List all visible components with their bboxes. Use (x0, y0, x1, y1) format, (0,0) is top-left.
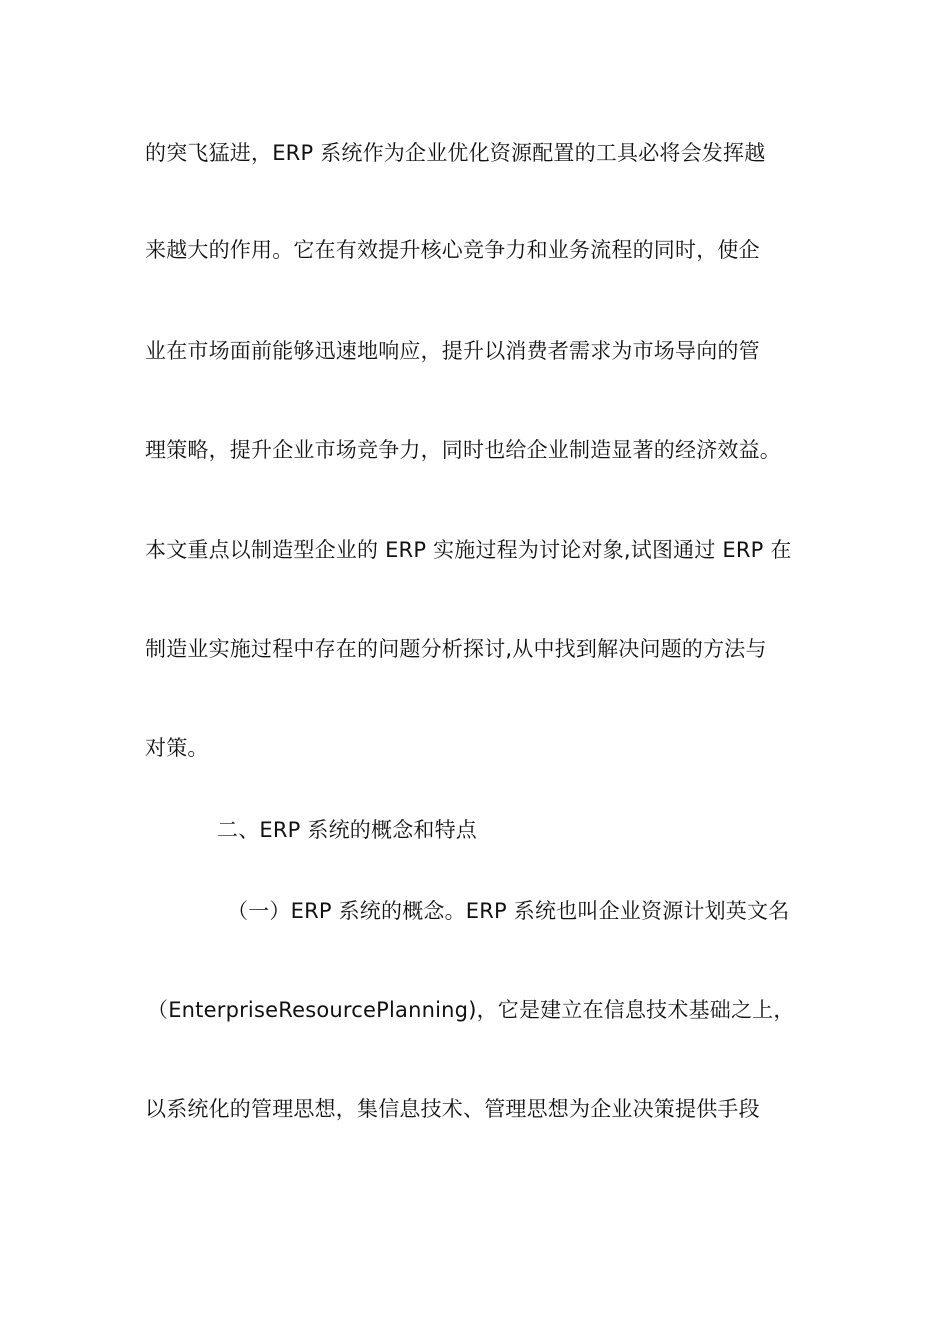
paragraph-line-4: 理策略，提升企业市场竞争力，同时也给企业制造显著的经济效益。 (145, 438, 781, 462)
paragraph-line-5: 本文重点以制造型企业的 ERP 实施过程为讨论对象,试图通过 ERP 在 (145, 538, 792, 562)
paragraph-line-8: （EnterpriseResourcePlanning)，它是建立在信息技术基础之上， (147, 998, 795, 1022)
paragraph-line-2: 来越大的作用。它在有效提升核心竞争力和业务流程的同时，使企 (145, 238, 760, 262)
section-heading: 二、ERP 系统的概念和特点 (217, 818, 477, 842)
paragraph-line-6: 制造业实施过程中存在的问题分析探讨,从中找到解决问题的方法与 (145, 637, 767, 661)
paragraph-line-1: 的突飞猛进，ERP 系统作为企业优化资源配置的工具必将会发挥越 (145, 141, 766, 165)
subsection-heading-line: （一）ERP 系统的概念。ERP 系统也叫企业资源计划英文名 (227, 899, 790, 923)
paragraph-line-3: 业在市场面前能够迅速地响应，提升以消费者需求为市场导向的管 (145, 339, 760, 363)
paragraph-line-7: 对策。 (145, 736, 209, 760)
paragraph-line-9: 以系统化的管理思想，集信息技术、管理思想为企业决策提供手段 (145, 1097, 760, 1121)
